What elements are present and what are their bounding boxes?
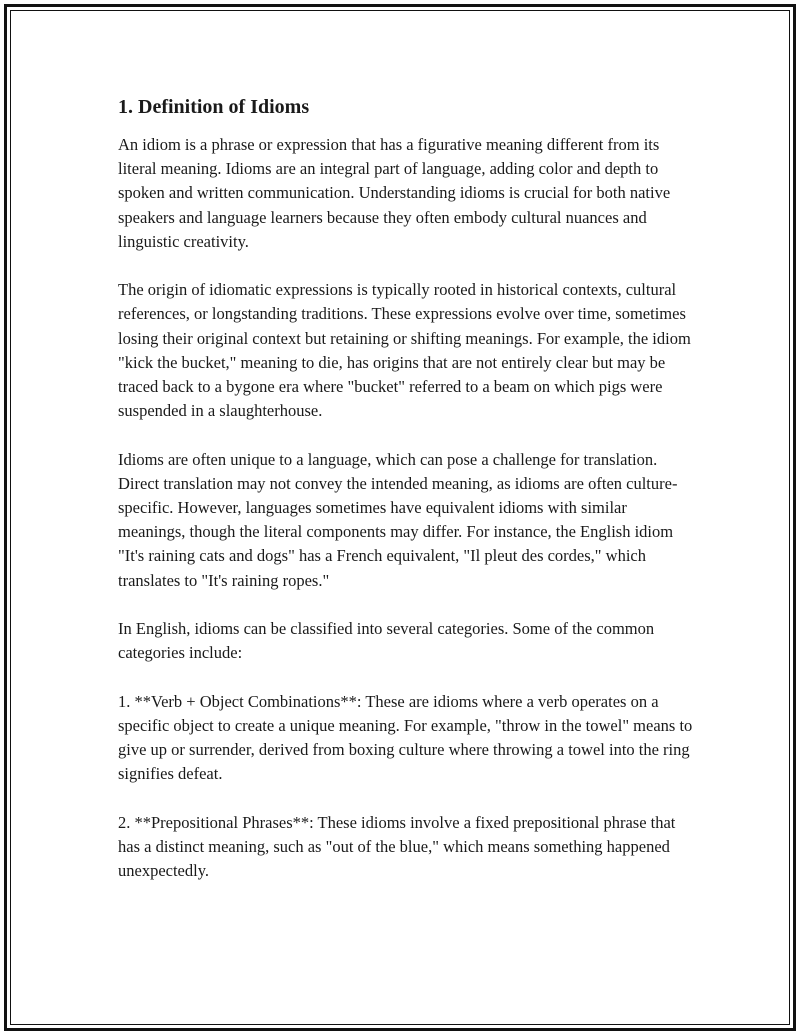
paragraph-verb-object: 1. **Verb + Object Combinations**: These are idioms where a verb operates on a specific object to create a unique meaning. For example, "throw in the towel" means to give up or surrender, derived from boxing culture where throwing a towel into the ring signifies defeat. (118, 691, 693, 784)
paragraph-origin: The origin of idiomatic expressions is typically rooted in historical contexts, cultural references, or longstanding traditions. These expressions evolve over time, sometimes losing their original context but retaining or shifting meanings. For example, the idiom "kick the bucket," meaning to die, has origins that are not entirely clear but may be traced back to a bygone era where "bucket" referred to a beam on which pigs were suspended in a slaughterhouse. (118, 280, 691, 421)
paragraph-prepositional: 2. **Prepositional Phrases**: These idioms involve a fixed prepositional phrase that has a distinct meaning, such as "out of the blue," which means something happened unexpectedly. (118, 812, 676, 881)
section-heading: 1. Definition of Idioms (118, 96, 310, 118)
paragraph-categories-intro: In English, idioms can be classified into several categories. Some of the common categories include: (118, 619, 655, 663)
paragraph-definition: An idiom is a phrase or expression that has a figurative meaning different from its literal meaning. Idioms are an integral part of language, adding color and depth to spoken and written communication. Understanding idioms is crucial for both native speakers and language learners because they often embody cultural nuances and linguistic creativity. (118, 135, 671, 251)
document-body (118, 94, 693, 907)
paragraph-translation: Idioms are often unique to a language, which can pose a challenge for translation. Direct translation may not convey the intended meaning, as idioms are often culture-specific. However, languages sometimes have equivalent idioms with similar meanings, though the literal components may differ. For instance, the English idiom "It's raining cats and dogs" has a French equivalent, "Il pleut des cordes," which translates to "It's raining ropes." (118, 449, 678, 590)
